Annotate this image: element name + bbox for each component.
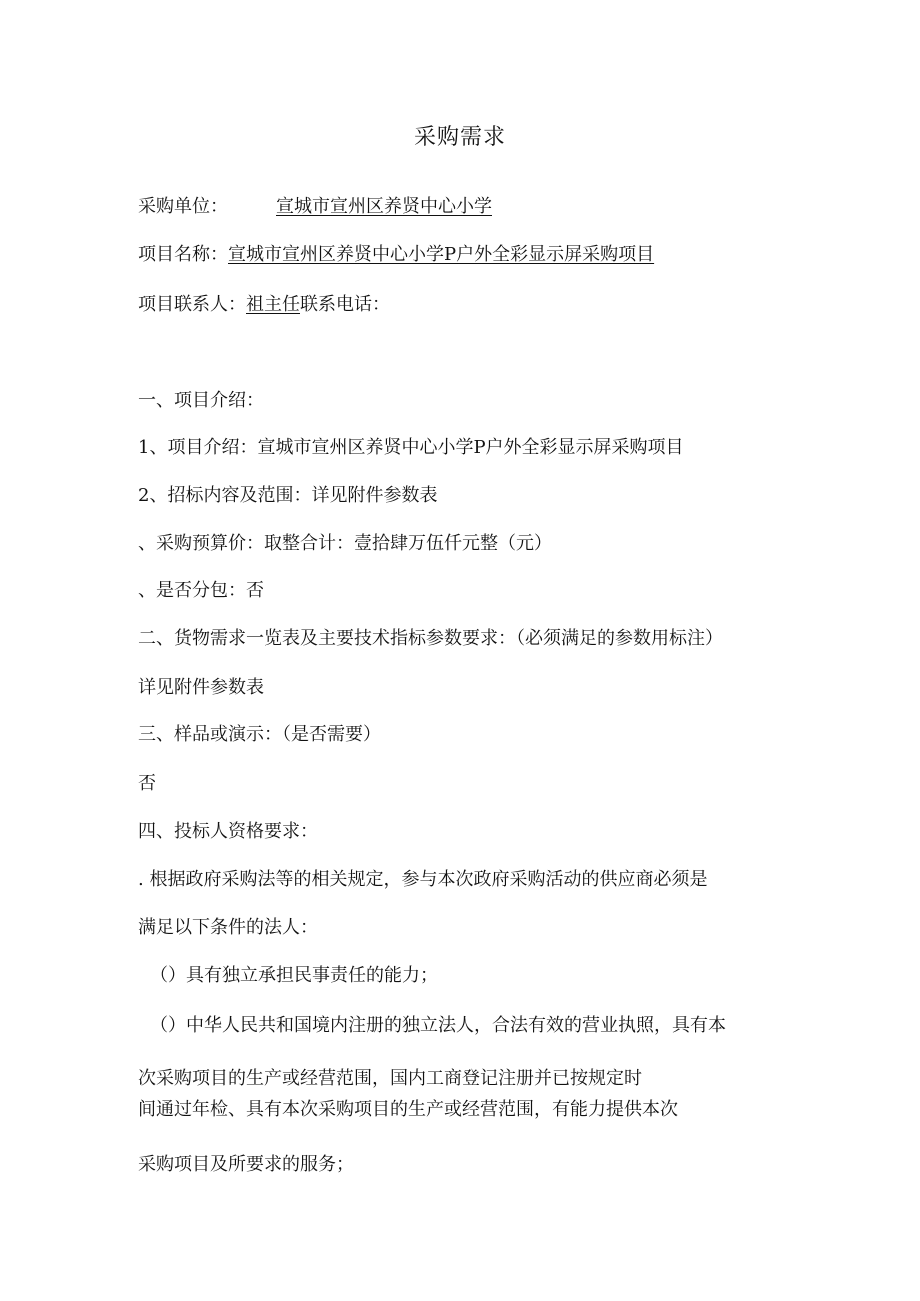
section-1-item-2: 2、招标内容及范围：详见附件参数表: [138, 485, 438, 506]
contact-line: [138, 292, 390, 318]
section-4-condition-2-line-2: 次采购项目的生产或经营范围，国内工商登记注册并已按规定时: [138, 1068, 642, 1089]
procurement-unit-value: 宣城市宣州区养贤中心小学: [276, 196, 492, 217]
project-name-value: 宣城市宣州区养贤中心小学P户外全彩显示屏采购项目: [228, 244, 655, 265]
section-1-item-3: 、采购预算价：取整合计：壹拾肆万伍仟元整（元）: [138, 533, 552, 554]
section-4-condition-2-line-4: 采购项目及所要求的服务；: [138, 1154, 354, 1175]
section-1-item-1: 1、项目介绍：宣城市宣州区养贤中心小学P户外全彩显示屏采购项目: [138, 437, 684, 458]
section-4-condition-2-line-1: （）中华人民共和国境内注册的独立法人，合法有效的营业执照，具有本: [150, 1015, 726, 1036]
section-4-intro-line-1: . 根据政府采购法等的相关规定，参与本次政府采购活动的供应商必须是: [138, 869, 708, 890]
section-3-body: 否: [138, 773, 156, 794]
section-4-intro-line-2: 满足以下条件的法人：: [138, 917, 318, 938]
section-4-condition-2-line-3: 间通过年检、具有本次采购项目的生产或经营范围，有能力提供本次: [138, 1099, 678, 1120]
procurement-unit-label: 采购单位：: [138, 196, 228, 217]
section-4-condition-1: （）具有独立承担民事责任的能力；: [150, 965, 438, 986]
procurement-unit-line: [138, 194, 492, 220]
section-1-heading: 一、项目介绍：: [138, 390, 264, 411]
section-4-heading: 四、投标人资格要求：: [138, 821, 318, 842]
section-2-body: 详见附件参数表: [138, 677, 264, 698]
section-2-heading: 二、货物需求一览表及主要技术指标参数要求：（必须满足的参数用标注）: [138, 628, 723, 649]
document-title: 采购需求: [413, 125, 506, 150]
contact-label: 项目联系人：: [138, 294, 246, 315]
phone-label: 联系电话：: [300, 294, 390, 315]
project-name-label: 项目名称：: [138, 244, 228, 265]
section-3-heading: 三、样品或演示：（是否需要）: [138, 724, 381, 745]
project-name-line: [138, 242, 654, 268]
contact-value: 祖主任: [246, 294, 300, 315]
section-1-item-4: 、是否分包：否: [138, 580, 264, 601]
